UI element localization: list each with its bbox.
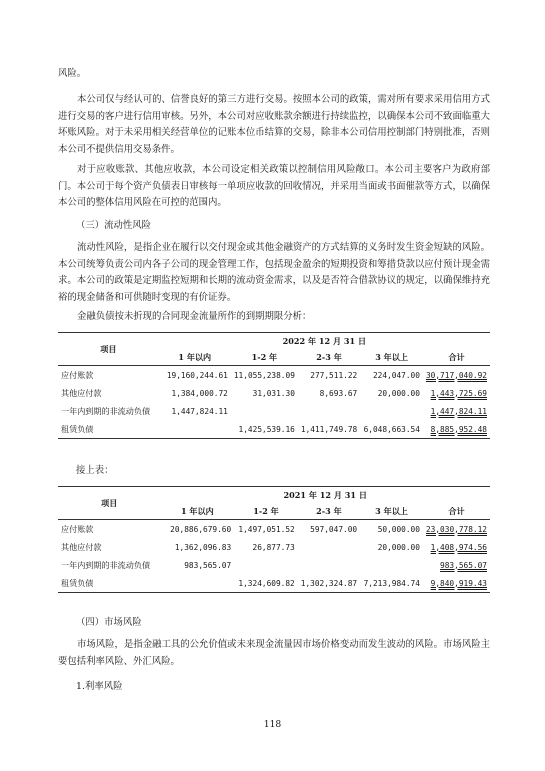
- cell: 1,302,324.87: [298, 574, 360, 593]
- continued-label: 接上表：: [76, 465, 114, 476]
- total-cell: 23,030,778.12: [425, 524, 487, 534]
- table-date: 2022 年 12 月 31 日: [159, 333, 490, 350]
- cell: 50,000.00: [377, 524, 420, 534]
- cell: 224,047.00: [372, 370, 420, 380]
- cell: [298, 538, 360, 556]
- cell: 8,693.67: [319, 388, 358, 398]
- cell: 11,055,238.09: [233, 370, 295, 380]
- cell: [231, 402, 298, 420]
- cell: 1,497,051.52: [238, 524, 295, 534]
- row-label: 其他应付款: [61, 387, 102, 398]
- cell: [298, 402, 360, 420]
- header-2-3y: 2-3 年: [298, 503, 360, 520]
- table-row: [58, 366, 490, 385]
- cell: [159, 420, 231, 439]
- maturity-table-2021: [58, 486, 490, 593]
- header-within-1y: 1 年以内: [160, 503, 234, 520]
- header-item: 项目: [58, 333, 159, 366]
- cell: 20,000.00: [377, 388, 420, 398]
- table-row: [58, 520, 490, 539]
- paragraph-receivables-policy: 对于应收账款、其他应收款，本公司设定相关政策以控制信用风险敞口。本公司主要客户为政府部门。本公司于每个资产负债表日审核每一单项应收款的回收情况，并采用当面或书面催款等方式，以确保本公司的整体信用风险在可控的范围内。: [58, 164, 490, 209]
- table-row: [58, 538, 490, 556]
- cell: 26,877.73: [252, 542, 295, 552]
- cell: [360, 402, 423, 420]
- section-heading-liquidity: （三）流动性风险: [76, 220, 152, 231]
- cell: [234, 556, 298, 574]
- table-date: 2021 年 12 月 31 日: [160, 487, 490, 504]
- cell: [298, 556, 360, 574]
- cell: 1,425,539.16: [231, 420, 298, 439]
- section-heading-market: （四）市场风险: [76, 617, 142, 628]
- cell: 20,000.00: [377, 542, 420, 552]
- cell: 19,160,244.61: [166, 370, 228, 380]
- maturity-table-2022: [58, 332, 490, 439]
- total-cell: 9,840,919.43: [430, 578, 487, 588]
- cell: 6,048,663.54: [360, 420, 423, 439]
- cell: 7,213,984.74: [360, 574, 423, 593]
- paragraph-market-risk: 市场风险，是指金融工具的公允价值或未来现金流量因市场价格变动而发生波动的风险。市场风险主要包括利率风险、外汇风险。: [58, 639, 490, 667]
- row-label: 应付账款: [61, 523, 94, 534]
- cell: [360, 556, 423, 574]
- cell: 983,565.07: [184, 560, 232, 570]
- table-row: [58, 402, 490, 420]
- subsection-heading-interest: 1.利率风险: [76, 681, 123, 692]
- paragraph-maturity-intro: 金融负债按未折现的合同现金流量所作的到期期限分析：: [77, 311, 312, 322]
- row-label: 应付账款: [61, 369, 94, 380]
- cell: 1,324,609.82: [234, 574, 298, 593]
- cell: 31,031.30: [252, 388, 295, 398]
- paragraph-liquidity-risk: 流动性风险，是指企业在履行以交付现金或其他金融资产的方式结算的义务时发生资金短缺的风险。本公司统筹负责公司内各子公司的现金管理工作，包括现金盈余的短期投资和筹措贷款以应付预计现金需求。本公司的政策是定期监控短期和长期的流动资金需求，以及是否符合借款协议的规定，以确保维持充裕的现金储备和可供随时变现的有价证券。: [58, 242, 490, 303]
- cell: [160, 574, 234, 593]
- row-label: 租赁负债: [58, 574, 160, 593]
- header-over-3y: 3 年以上: [360, 503, 423, 520]
- table-row: [58, 574, 490, 593]
- total-cell: 8,885,952.48: [430, 424, 487, 434]
- header-1-2y: 1-2 年: [234, 503, 298, 520]
- header-2-3y: 2-3 年: [298, 349, 360, 366]
- paragraph-credit-policy: 本公司仅与经认可的、信誉良好的第三方进行交易。按照本公司的政策，需对所有要求采用信用方式进行交易的客户进行信用审核。另外，本公司对应收账款余额进行持续监控，以确保本公司不致面临重大坏账风险。对于未采用相关经营单位的记账本位币结算的交易，除非本公司信用控制部门特别批准，否则本公司不提供信用交易条件。: [58, 94, 490, 155]
- header-total: 合计: [423, 503, 490, 520]
- cell: 1,384,000.72: [171, 388, 228, 398]
- table-row: [58, 420, 490, 439]
- row-label: 一年内到期的非流动负债: [61, 559, 151, 570]
- row-label: 一年内到期的非流动负债: [61, 405, 151, 416]
- cell: 1,411,749.78: [298, 420, 360, 439]
- header-over-3y: 3 年以上: [360, 349, 423, 366]
- total-cell: 30,717,040.92: [425, 370, 487, 380]
- cell: 1,447,824.11: [171, 406, 228, 416]
- cell: 277,511.22: [310, 370, 358, 380]
- total-cell: 1,408,974.56: [430, 542, 487, 552]
- header-item: 项目: [58, 487, 160, 520]
- table-row: [58, 556, 490, 574]
- page-number: 118: [263, 719, 282, 730]
- header-total: 合计: [423, 349, 490, 366]
- table-row: [58, 384, 490, 402]
- row-label: 其他应付款: [61, 541, 102, 552]
- total-cell: 1,447,824.11: [430, 406, 487, 416]
- total-cell: 1,443,725.69: [430, 388, 487, 398]
- cell: 597,047.00: [310, 524, 358, 534]
- paragraph-credit-risk-tail: 风险。: [58, 68, 87, 79]
- cell: 1,362,096.83: [174, 542, 232, 552]
- row-label: 租赁负债: [58, 420, 159, 439]
- total-cell: 983,565.07: [440, 560, 487, 570]
- header-1-2y: 1-2 年: [231, 349, 298, 366]
- cell: 20,886,679.60: [170, 524, 232, 534]
- header-within-1y: 1 年以内: [159, 349, 231, 366]
